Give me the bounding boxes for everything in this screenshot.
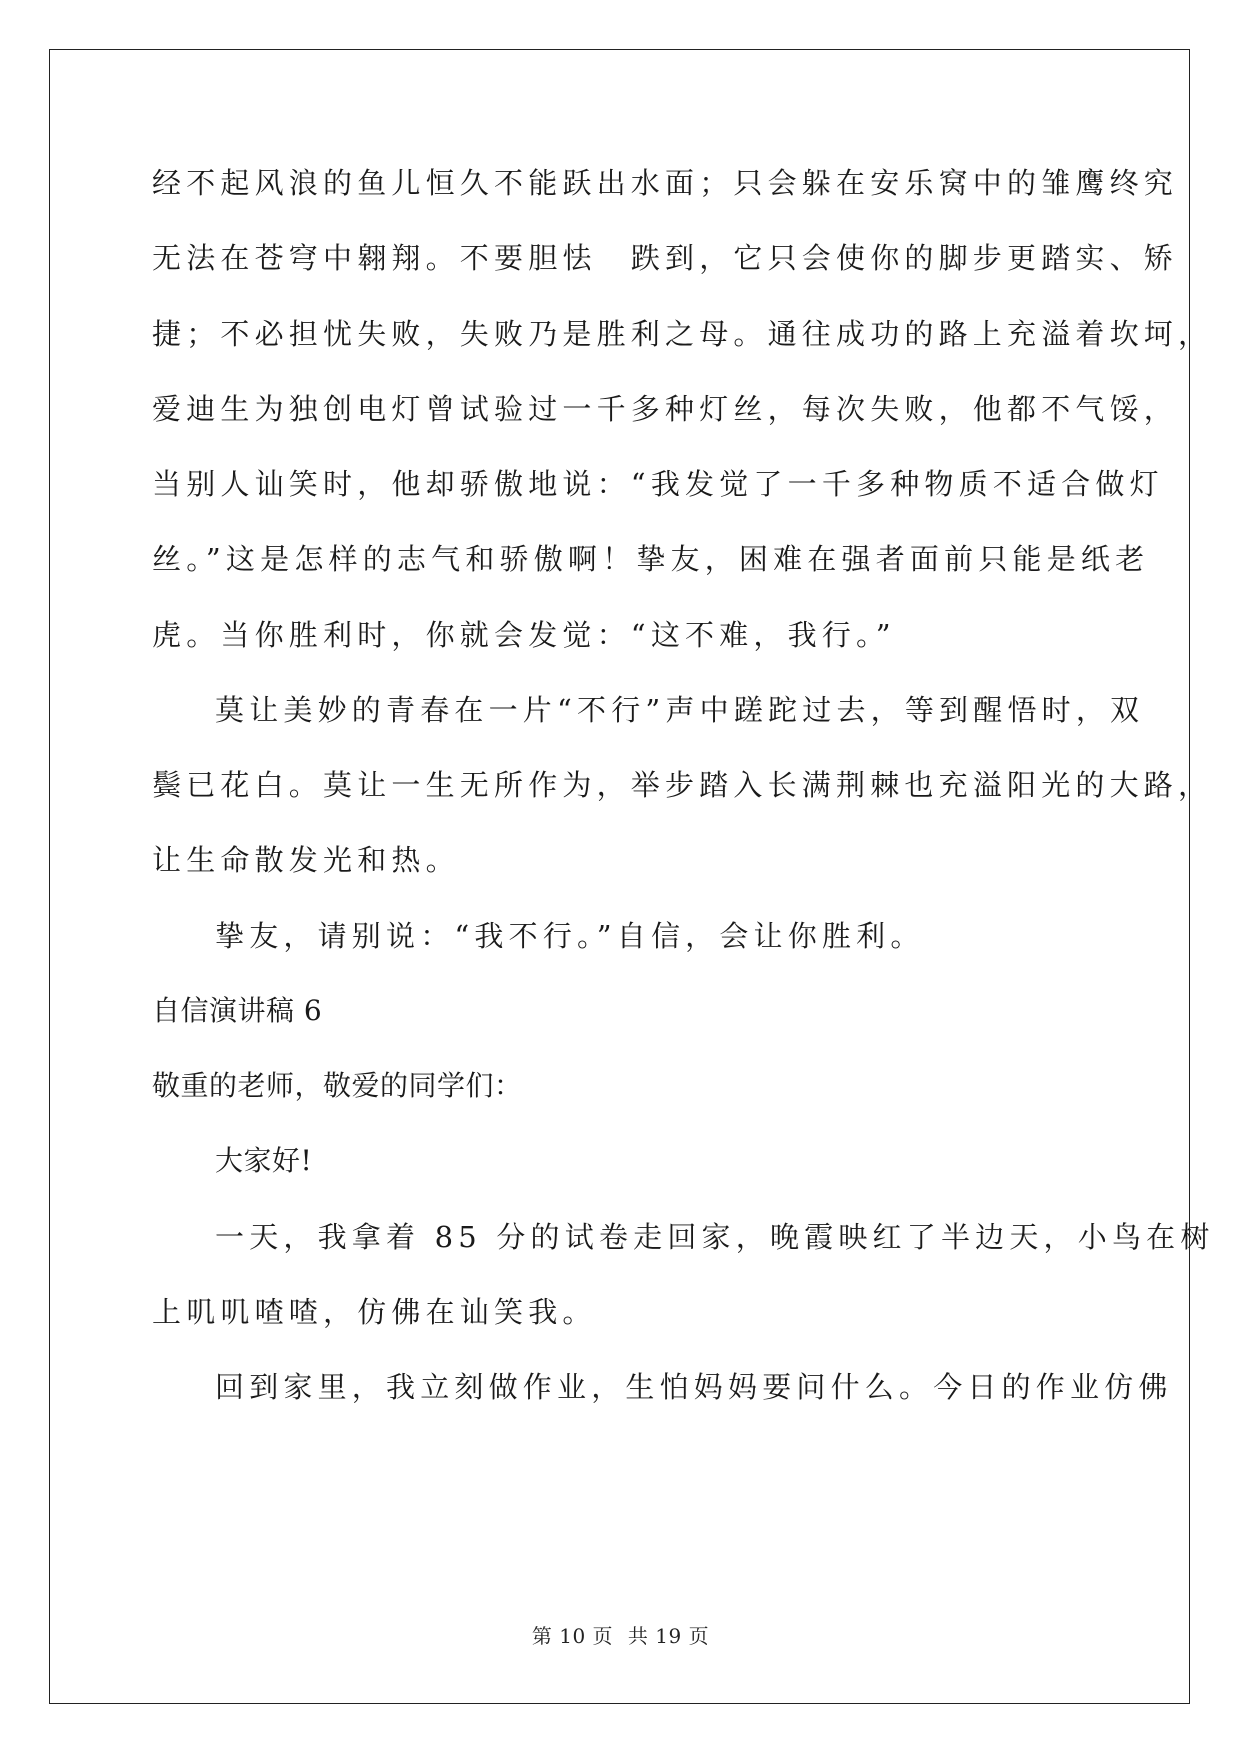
paragraph-line: 鬓已花白。莫让一生无所作为，举步踏入长满荆棘也充溢阳光的大路， — [152, 768, 1213, 802]
paragraph-line: 上叽叽喳喳，仿佛在讪笑我。 — [152, 1295, 597, 1329]
page-footer — [0, 1620, 1241, 1649]
paragraph-line: 当别人讪笑时，他却骄傲地说：“我发觉了一千多种物质不适合做灯 — [152, 467, 1164, 501]
paragraph-line: 爱迪生为独创电灯曾试验过一千多种灯丝，每次失败，他都不气馁， — [152, 392, 1179, 426]
paragraph-line: 让生命散发光和热。 — [152, 843, 460, 877]
greeting: 大家好! — [215, 1144, 313, 1177]
page-number: 第 10 页 — [531, 1624, 614, 1648]
paragraph-line: 莫让美妙的青春在一片“不行”声中蹉跎过去，等到醒悟时，双 — [215, 693, 1145, 727]
section-heading: 自信演讲稿 6 — [152, 994, 323, 1027]
page-total: 共 19 页 — [627, 1624, 710, 1648]
paragraph-line: 挚友，请别说：“我不行。”自信，会让你胜利。 — [215, 919, 925, 953]
paragraph-line: 捷；不必担忧失败，失败乃是胜利之母。通往成功的路上充溢着坎坷， — [152, 317, 1213, 351]
paragraph-line: 无法在苍穹中翱翔。不要胆怯 跌到，它只会使你的脚步更踏实、矫 — [152, 241, 1179, 275]
salutation: 敬重的老师，敬爱的同学们： — [152, 1069, 523, 1102]
paragraph-line: 虎。当你胜利时，你就会发觉：“这不难，我行。” — [152, 618, 896, 652]
paragraph-line: 回到家里，我立刻做作业，生怕妈妈要问什么。今日的作业仿佛 — [215, 1370, 1173, 1404]
paragraph-line: 一天，我拿着 85 分的试卷走回家，晚霞映红了半边天，小鸟在树 — [215, 1220, 1215, 1254]
paragraph-line: 经不起风浪的鱼儿恒久不能跃出水面；只会躲在安乐窝中的雏鹰终究 — [152, 166, 1179, 200]
paragraph-line: 丝。”这是怎样的志气和骄傲啊！挚友，困难在强者面前只能是纸老 — [152, 542, 1150, 576]
